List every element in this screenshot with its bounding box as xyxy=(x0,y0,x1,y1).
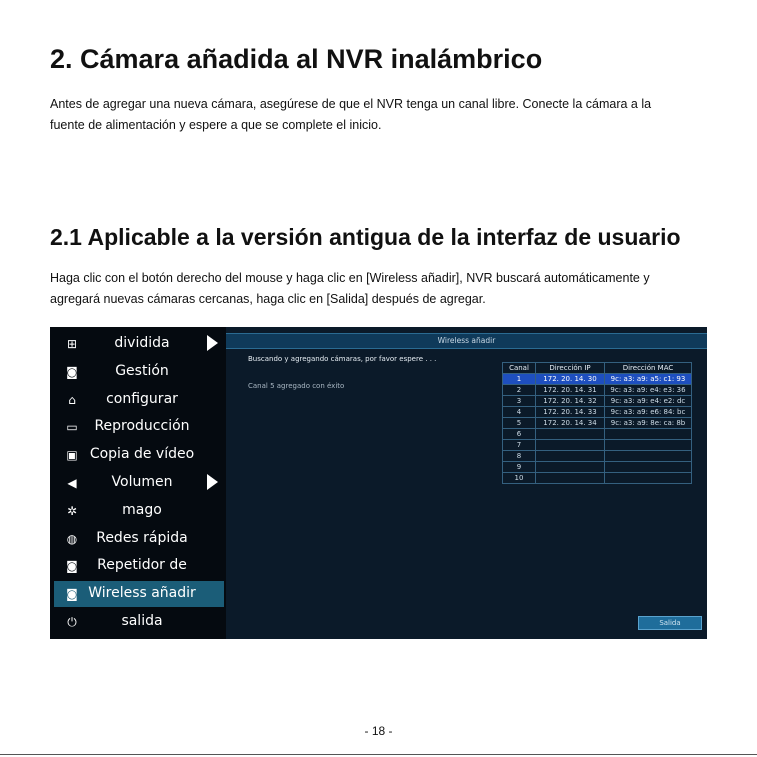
submenu-arrow-icon xyxy=(207,335,218,351)
cell-mac: 9c: a3: a9: e4: e2: dc xyxy=(605,396,692,407)
cell-canal: 8 xyxy=(503,451,536,462)
cell-mac xyxy=(605,429,692,440)
menu-item-repetidor-de[interactable] xyxy=(54,553,224,579)
cell-mac: 9c: a3: a9: a5: c1: 93 xyxy=(605,374,692,385)
subsection-heading: 2.1 Aplicable a la versión antigua de la interfaz de usuario xyxy=(50,224,681,250)
cell-ip: 172. 20. 14. 33 xyxy=(536,407,605,418)
status-added: Canal 5 agregado con éxito xyxy=(248,382,345,390)
menu-item-configurar[interactable] xyxy=(54,387,224,413)
menu-item-copia-de-vídeo[interactable] xyxy=(54,442,224,468)
intro-line: fuente de alimentación y espere a que se complete el inicio. xyxy=(50,118,382,132)
menu-item-label: Wireless añadir xyxy=(88,585,196,602)
cell-ip xyxy=(536,473,605,484)
power-icon: ⏻ xyxy=(67,615,77,629)
cell-mac: 9c: a3: a9: e6: 84: bc xyxy=(605,407,692,418)
table-row[interactable] xyxy=(503,462,692,473)
table-row[interactable] xyxy=(503,418,692,429)
menu-item-label: mago xyxy=(122,501,162,518)
cell-canal: 1 xyxy=(503,374,536,385)
cell-ip xyxy=(536,429,605,440)
footer-rule xyxy=(0,754,757,755)
menu-item-salida[interactable] xyxy=(54,609,224,635)
menu-item-mago[interactable] xyxy=(54,498,224,524)
cell-canal: 5 xyxy=(503,418,536,429)
col-mac: Dirección MAC xyxy=(605,363,692,374)
menu-item-label: salida xyxy=(121,613,163,629)
film-icon: ▭ xyxy=(66,420,78,435)
grid-icon: ⊞ xyxy=(66,337,78,351)
camera-icon: ◙ xyxy=(66,587,78,602)
menu-item-gestión[interactable] xyxy=(54,359,224,385)
menu-item-reproducción[interactable] xyxy=(54,414,224,440)
intro-paragraph xyxy=(50,94,710,136)
cell-ip: 172. 20. 14. 32 xyxy=(536,396,605,407)
nvr-screenshot xyxy=(50,327,707,639)
cell-mac: 9c: a3: a9: 8e: ca: 8b xyxy=(605,418,692,429)
table-row[interactable] xyxy=(503,385,692,396)
cell-canal: 10 xyxy=(503,473,536,484)
section-heading: 2. Cámara añadida al NVR inalámbrico xyxy=(50,44,543,74)
cell-canal: 9 xyxy=(503,462,536,473)
intro-line: Antes de agregar una nueva cámara, asegúrese de que el NVR tenga un canal libre. Conecte la cámara a la xyxy=(50,97,652,111)
menu-item-label: Volumen xyxy=(111,474,173,490)
cell-mac: 9c: a3: a9: e4: e3: 36 xyxy=(605,385,692,396)
menu-item-redes-rápida[interactable] xyxy=(54,526,224,552)
menu-item-wireless-añadir[interactable] xyxy=(54,581,224,607)
speaker-icon: ◀ xyxy=(67,476,77,490)
instruction-line: agregará nuevas cámaras cercanas, haga clic en [Salida] después de agregar. xyxy=(50,292,486,306)
wireless-add-panel xyxy=(226,327,707,639)
cell-mac xyxy=(605,462,692,473)
menu-item-dividida[interactable] xyxy=(54,331,224,357)
cell-canal: 4 xyxy=(503,407,536,418)
save-icon: ▣ xyxy=(66,448,78,463)
cell-ip xyxy=(536,451,605,462)
cell-mac xyxy=(605,473,692,484)
menu-item-label: Gestión xyxy=(115,362,169,379)
table-row[interactable] xyxy=(503,407,692,418)
globe-icon: ◍ xyxy=(66,531,78,546)
salida-button[interactable]: Salida xyxy=(638,616,702,630)
status-searching: Buscando y agregando cámaras, por favor espere . . . xyxy=(248,355,437,363)
instruction-paragraph xyxy=(50,268,710,310)
cell-ip: 172. 20. 14. 31 xyxy=(536,385,605,396)
cell-ip xyxy=(536,462,605,473)
menu-item-label: dividida xyxy=(114,335,170,351)
gears-icon: ✲ xyxy=(66,503,78,518)
cell-canal: 2 xyxy=(503,385,536,396)
table-row[interactable] xyxy=(503,429,692,440)
submenu-arrow-icon xyxy=(207,474,218,490)
table-header-row xyxy=(503,363,692,374)
home-icon: ⌂ xyxy=(68,392,76,407)
menu-item-label: Reproducción xyxy=(94,418,190,435)
menu-item-label: configurar xyxy=(106,390,178,407)
camera-icon: ◙ xyxy=(66,559,78,574)
cell-mac xyxy=(605,440,692,451)
table-row[interactable] xyxy=(503,451,692,462)
cell-mac xyxy=(605,451,692,462)
table-row[interactable] xyxy=(503,396,692,407)
cell-ip: 172. 20. 14. 34 xyxy=(536,418,605,429)
table-row[interactable] xyxy=(503,440,692,451)
cell-canal: 6 xyxy=(503,429,536,440)
cell-canal: 7 xyxy=(503,440,536,451)
page-number: - 18 - xyxy=(364,724,393,738)
context-menu xyxy=(50,327,226,639)
panel-title: Wireless añadir xyxy=(226,333,707,349)
cell-ip: 172. 20. 14. 30 xyxy=(536,374,605,385)
camera-icon: ◙ xyxy=(66,364,78,379)
menu-item-volumen[interactable] xyxy=(54,470,224,496)
instruction-line: Haga clic con el botón derecho del mouse y haga clic en [Wireless añadir], NVR buscará automáticamente y xyxy=(50,271,650,285)
col-ip: Dirección IP xyxy=(536,363,605,374)
menu-item-label: Repetidor de xyxy=(97,557,187,574)
col-canal: Canal xyxy=(503,363,536,374)
table-row[interactable] xyxy=(503,374,692,385)
menu-item-label: Copia de vídeo xyxy=(89,446,195,463)
menu-item-label: Redes rápida xyxy=(96,529,188,546)
table-row[interactable] xyxy=(503,473,692,484)
camera-table xyxy=(502,362,692,484)
cell-canal: 3 xyxy=(503,396,536,407)
cell-ip xyxy=(536,440,605,451)
